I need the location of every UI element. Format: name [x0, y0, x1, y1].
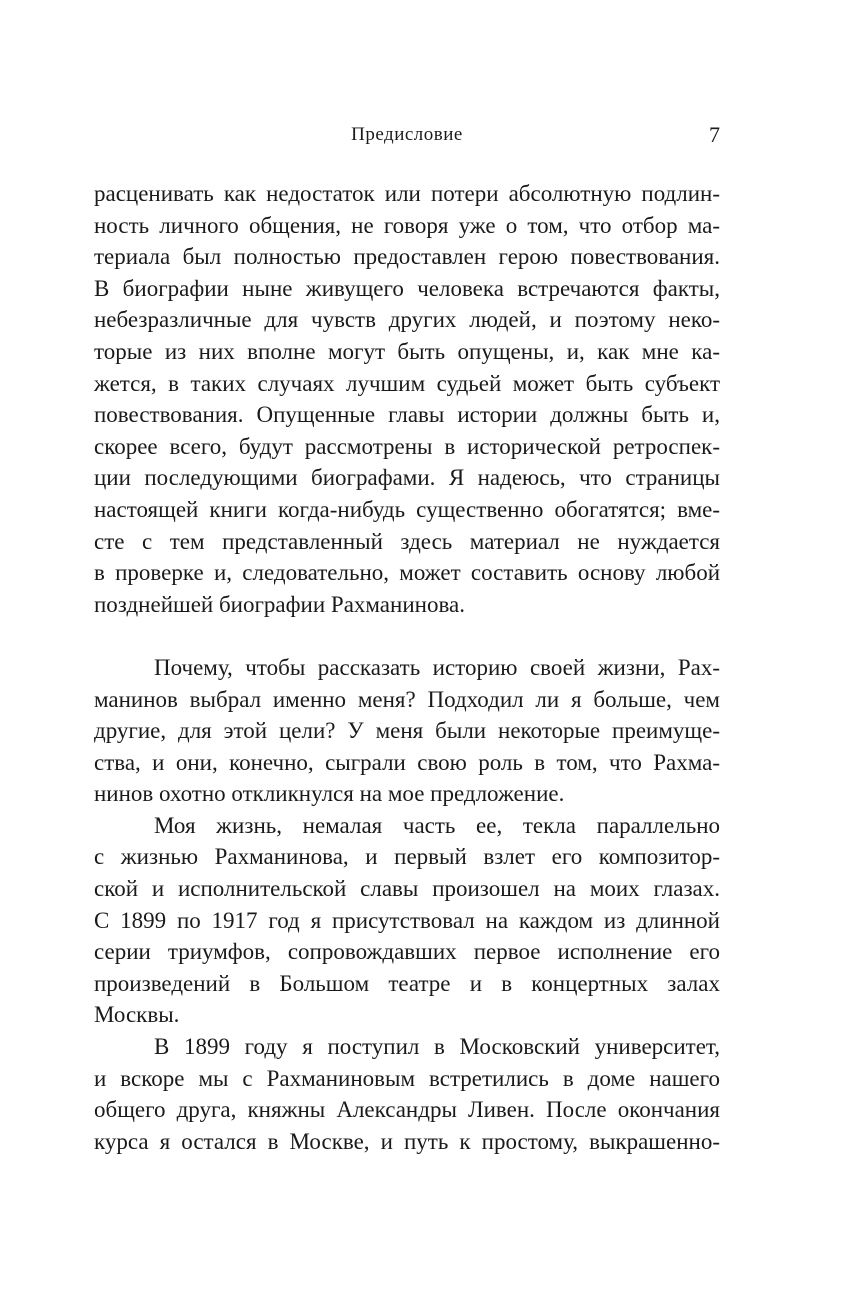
paragraph [94, 178, 720, 620]
text-line: ства, и они, конечно, сыграли свою роль в том, что Рахма- [94, 749, 720, 775]
text-line: курса я остался в Москве, и путь к простому, выкрашенно- [94, 1128, 720, 1154]
text-line: серии триумфов, сопровождавших первое исполнение его [94, 939, 720, 965]
section-gap [94, 620, 720, 652]
text-line: жется, в таких случаях лучшим судьей может быть субъект [94, 370, 720, 396]
text-line: небезразличные для чувств других людей, и поэтому неко- [94, 307, 720, 333]
text-line: позднейшей биографии Рахманинова. [94, 591, 465, 617]
paragraph [94, 1031, 720, 1157]
text-line: ции последующими биографами. Я надеюсь, что страницы [94, 465, 720, 491]
text-line: Почему, чтобы рассказать историю своей жизни, Рах- [154, 654, 720, 680]
text-line: общего друга, княжны Александры Ливен. После окончания [94, 1097, 720, 1123]
text-line: скорее всего, будут рассмотрены в исторической ретроспек- [94, 433, 720, 459]
book-page [94, 0, 720, 1312]
paragraph [94, 652, 720, 810]
text-line: манинов выбрал именно меня? Подходил ли я больше, чем [94, 686, 720, 712]
text-line: настоящей книги когда-нибудь существенно обогатятся; вме- [94, 496, 720, 522]
text-line: ность личного общения, не говоря уже о том, что отбор ма- [94, 212, 720, 238]
text-line: и вскоре мы с Рахманиновым встретились в доме нашего [94, 1065, 720, 1091]
text-line: торые из них вполне могут быть опущены, и, как мне ка- [94, 338, 720, 364]
page-number: 7 [709, 122, 720, 147]
text-line: С 1899 по 1917 год я присутствовал на каждом из длинной [94, 907, 720, 933]
chapter-title: Предисловие [351, 124, 463, 145]
text-line: другие, для этой цели? У меня были некоторые преимуще- [94, 718, 720, 744]
text-line: в проверке и, следовательно, может составить основу любой [94, 560, 720, 586]
text-line: В 1899 году я поступил в Московский университет, [154, 1034, 720, 1060]
text-line: с жизнью Рахманинова, и первый взлет его композитор- [94, 844, 720, 870]
text-line: расценивать как недостаток или потери абсолютную подлин- [94, 181, 720, 206]
text-line: териала был полностью предоставлен герою повествования. [94, 244, 720, 270]
running-header [94, 120, 720, 150]
text-line: Моя жизнь, немалая часть ее, текла параллельно [154, 812, 720, 838]
body-text [94, 178, 720, 1157]
text-line: сте с тем представленный здесь материал не нуждается [94, 528, 720, 554]
text-line: произведений в Большом театре и в концертных залах [94, 970, 720, 996]
text-line: нинов охотно откликнулся на мое предложение. [94, 781, 565, 807]
paragraph [94, 810, 720, 1031]
text-line: ской и исполнительской славы произошел на моих глазах. [94, 876, 720, 902]
text-line: Москвы. [94, 1002, 180, 1028]
text-line: В биографии ныне живущего человека встречаются факты, [94, 275, 720, 301]
text-line: повествования. Опущенные главы истории должны быть и, [94, 402, 720, 428]
